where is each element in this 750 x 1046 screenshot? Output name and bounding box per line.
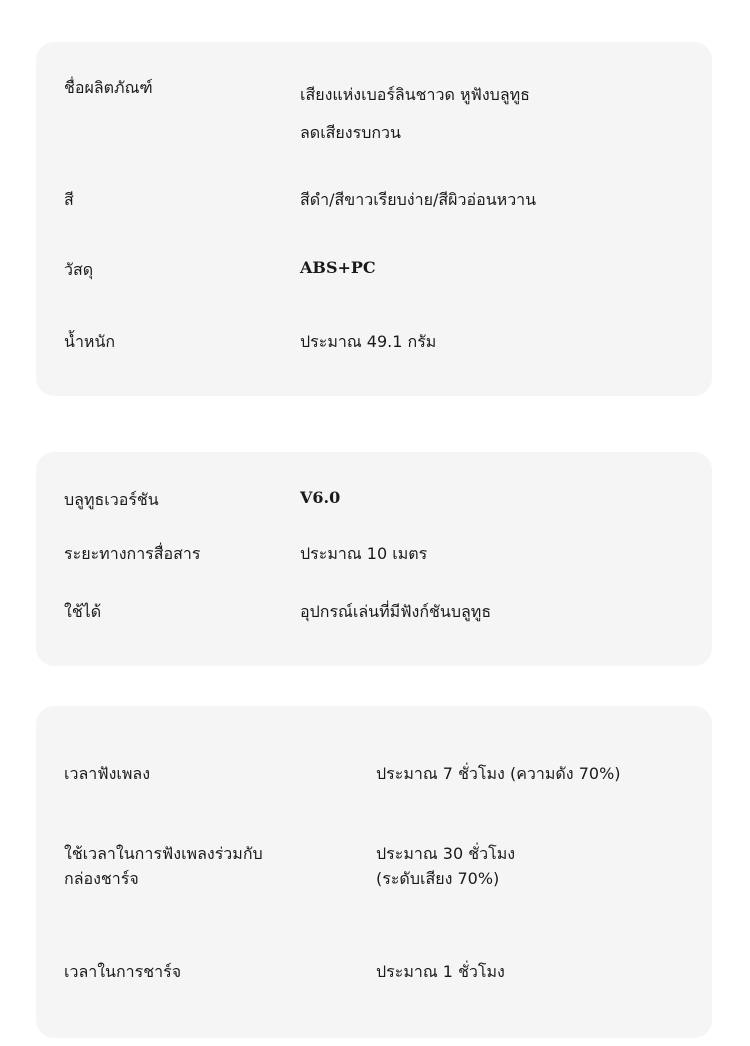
weight-label: น้ำหนัก <box>64 332 116 351</box>
compatible-value: อุปกรณ์เล่นที่มีฟังก์ชันบลูทูธ <box>300 602 492 621</box>
range-value: ประมาณ 10 เมตร <box>300 544 428 563</box>
material-label: วัสดุ <box>64 260 94 279</box>
playback-time-label: เวลาฟังเพลง <box>64 764 151 783</box>
product-info-card <box>36 42 712 396</box>
bluetooth-version-value: V6.0 <box>300 488 341 507</box>
battery-info-card <box>36 706 712 1038</box>
total-playback-label: ใช้เวลาในการฟังเพลงร่วมกับ กล่องชาร์จ <box>64 844 263 888</box>
connection-info-card <box>36 452 712 666</box>
total-playback-value: ประมาณ 30 ชั่วโมง (ระดับเสียง 70%) <box>376 844 516 888</box>
bluetooth-version-label: บลูทูธเวอร์ชัน <box>64 490 159 509</box>
material-value: ABS+PC <box>300 258 376 277</box>
range-label: ระยะทางการสื่อสาร <box>64 544 201 563</box>
color-label: สี <box>64 190 74 209</box>
weight-value: ประมาณ 49.1 กรัม <box>300 332 437 351</box>
charging-time-label: เวลาในการชาร์จ <box>64 962 182 981</box>
playback-time-value: ประมาณ 7 ชั่วโมง (ความดัง 70%) <box>376 764 621 783</box>
charging-time-value: ประมาณ 1 ชั่วโมง <box>376 962 505 981</box>
compatible-label: ใช้ได้ <box>64 602 102 621</box>
product-name-value: เสียงแห่งเบอร์ลินชาวด หูฟังบลูทูธ ลดเสียงรบกวน <box>300 85 530 142</box>
color-value: สีดำ/สีขาวเรียบง่าย/สีผิวอ่อนหวาน <box>300 190 537 209</box>
product-name-label: ชื่อผลิตภัณฑ์ <box>64 78 153 97</box>
